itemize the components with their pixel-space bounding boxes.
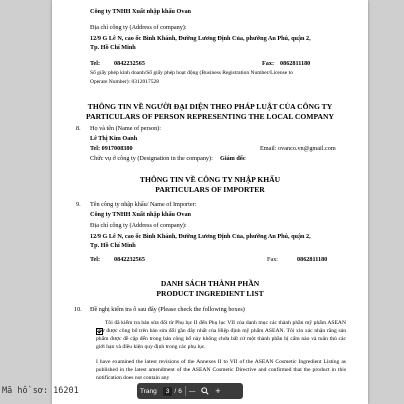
rep-name-label: Họ và tên (Name of person): <box>90 125 161 132</box>
ingredient-paragraph-en: I have examined the latest revisions of the Annexes II to VII of the ASEAN Cosmetic Ingredient Listing as published in the latest amendment of the ASEAN Cosmetic Directive and confirmed that the product in this notification does not contain any <box>96 359 346 381</box>
company-tel-label: Tel: <box>90 60 101 67</box>
total-pages: 6 <box>178 387 182 395</box>
document-number: Mã hồ sơ: 16201 <box>2 386 79 396</box>
rep-heading-vn: THÔNG TIN VỀ NGƯỜI ĐẠI DIỆN THEO PHÁP LUẬT CỦA CÔNG TY <box>87 102 333 111</box>
current-page-input[interactable]: 3 <box>163 387 173 396</box>
importer-tel-label: Tel: <box>90 256 101 263</box>
document-page <box>52 0 368 404</box>
zoom-in-button[interactable] <box>212 383 223 399</box>
ingredient-instruction: Đề nghị kiểm tra ô sau đây (Please check the following boxes) <box>90 306 245 313</box>
rep-heading-en: PARTICULARS OF PERSON REPRESENTING THE LOCAL COMPANY <box>86 112 334 121</box>
pdf-viewer-toolbar <box>137 383 243 399</box>
importer-address-line2: Tp. Hồ Chí Minh <box>90 242 136 249</box>
rep-tel-value: Tel: 0917008380 <box>90 145 133 152</box>
company-fax-label: Fax: <box>262 60 275 67</box>
magnifier-icon <box>201 387 209 395</box>
zoom-out-icon: — <box>188 387 196 395</box>
page-indicator <box>137 383 160 399</box>
importer-fax-label: Fax: <box>267 256 279 263</box>
company-fax-value: 0862811180 <box>280 60 311 67</box>
importer-address-label: Địa chỉ công ty (Address of company): <box>90 222 187 229</box>
ingredient-heading-en: PRODUCT INGREDIENT LIST <box>156 289 264 298</box>
rep-position-value: Giám đốc <box>220 155 246 162</box>
importer-heading-vn: THÔNG TIN VỀ CÔNG TY NHẬP KHẨU <box>139 175 281 184</box>
rep-position-label: Chức vụ ở công ty (Designation in the company): <box>90 155 213 162</box>
zoom-button[interactable] <box>198 383 212 399</box>
importer-fax-value: 0862811180 <box>297 256 328 263</box>
importer-address-line1: 12/9 G Lê N, cao ốc Bình Khánh, Đường Lương Định Của, phường An Phú, quận 2, <box>90 233 311 240</box>
zoom-in-icon: + <box>215 386 221 396</box>
company-name: Công ty TNHH Xuất nhập khẩu Ovan <box>90 8 191 15</box>
company-license-line1: Số giấy phép kinh doanh/Số giấy phép hoạt động (Business Registration Number/License to <box>90 70 293 76</box>
company-address-line2: Tp. Hồ Chí Minh <box>90 44 136 51</box>
zoom-out-button[interactable] <box>186 383 199 399</box>
importer-name-value: Công ty TNHH Xuất nhập khẩu Ovan <box>90 211 191 218</box>
importer-tel-value: 0842232565 <box>114 256 145 263</box>
rep-item-number: 8. <box>76 125 81 132</box>
importer-name-label: Tên công ty nhập khẩu/ Name of Importer: <box>90 201 197 208</box>
company-address-line1: 12/9 G Lê N, cao ốc Bình Khánh, Đường Lương Định Của, phường An Phú, quận 2, <box>90 35 311 42</box>
rep-email-value: Email: ovanco.vn@gmail.com <box>260 145 336 152</box>
ingredient-paragraph-vn: Tôi đã kiểm tra bản sửa đổi từ Phụ lục II đến Phụ lục VII của danh mục các thành phần mỹ phẩm ASEAN như được công bố trên bản sửa đổi gần đây nhất của Hiệp định mỹ phẩm ASEAN. Tôi xin xác nhận rằng sản phẩm được đề cập đến trong bản công bố này không chứa bất cứ một thành phần bị cấm nào và tuân thủ các giới hạn và điều kiện quy định trong các phụ lục. <box>96 320 346 350</box>
ingredient-item-number: 10. <box>74 306 82 313</box>
page-label: Trang <box>140 387 157 395</box>
importer-heading-en: PARTICULARS OF IMPORTER <box>155 185 265 194</box>
rep-name-value: Lê Thị Kim Oanh <box>90 135 138 142</box>
company-license-line2: Operate Number): 0312017528 <box>90 79 160 85</box>
company-tel-value: 0842232565 <box>114 60 145 67</box>
importer-item-number: 9. <box>76 201 81 208</box>
page-separator: / <box>174 387 177 395</box>
ingredient-heading-vn: DANH SÁCH THÀNH PHẦN <box>160 279 260 288</box>
company-address-label: Địa chỉ công ty (Address of company): <box>90 24 187 31</box>
